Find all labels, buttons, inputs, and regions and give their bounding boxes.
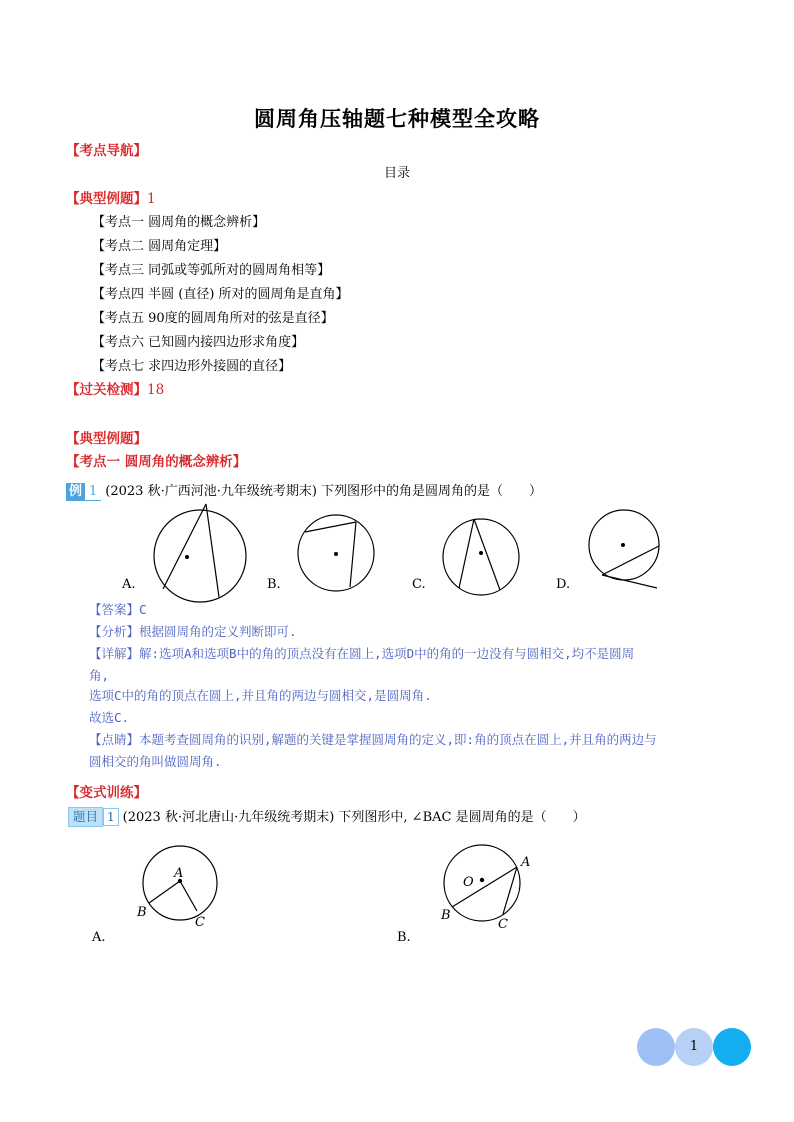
label-c: C xyxy=(195,915,205,930)
variant-heading: 【变式训练】 xyxy=(66,785,147,801)
toc-item-5[interactable]: 【考点五 90度的圆周角所对的弦是直径】 xyxy=(92,311,334,326)
option-d-label: D. xyxy=(556,577,571,592)
option-c-label: C. xyxy=(412,577,426,592)
problem-option-b-label: B. xyxy=(397,930,411,945)
example-comment-2: 圆相交的角叫做圆周角. xyxy=(89,754,222,769)
example-badge: 例 xyxy=(66,483,85,501)
toc-check-label: 【过关检测】 xyxy=(66,382,147,398)
example-number: 1 xyxy=(85,483,101,501)
example-comment-1: 【点睛】本题考查圆周角的识别,解题的关键是掌握圆周角的定义,即:角的顶点在圆上,并且角的两边与 xyxy=(89,732,657,747)
option-a-label: A. xyxy=(122,577,136,592)
label-o: O xyxy=(463,875,474,890)
label-c2: C xyxy=(498,917,508,932)
toc-item-2[interactable]: 【考点二 圆周角定理】 xyxy=(92,239,227,254)
page-title: 圆周角压轴题七种模型全攻略 xyxy=(254,106,540,131)
toc-typical-page: 1 xyxy=(147,191,156,207)
page-number: 1 xyxy=(675,1028,713,1066)
option-b-label: B. xyxy=(267,577,281,592)
problem-question: (2023 秋·河北唐山·九年级统考期末) 下列图形中, ∠BAC 是圆周角的是（ ） xyxy=(122,810,586,825)
problem-option-a-label: A. xyxy=(92,930,106,945)
toc-item-4[interactable]: 【考点四 半圆 (直径) 所对的圆周角是直角】 xyxy=(92,287,349,302)
toc-check-page: 18 xyxy=(147,382,165,398)
example-analysis: 【分析】根据圆周角的定义判断即可. xyxy=(89,624,297,639)
problem-number: 1 xyxy=(103,808,119,826)
problem-badge: 题目 xyxy=(68,807,103,827)
label-a: A xyxy=(174,866,184,881)
toc-item-3[interactable]: 【考点三 同弧或等弧所对的圆周角相等】 xyxy=(92,263,331,278)
toc-typical-label: 【典型例题】 xyxy=(66,191,147,207)
toc-item-7[interactable]: 【考点七 求四边形外接圆的直径】 xyxy=(92,359,292,374)
nav-heading: 【考点导航】 xyxy=(66,143,147,159)
problem-figure-b xyxy=(440,845,530,932)
subsection-heading: 【考点一 圆周角的概念辨析】 xyxy=(66,454,247,470)
example-answer: 【答案】C xyxy=(89,602,147,617)
example-detail-1: 【详解】解:选项A和选项B中的角的顶点没有在圆上,选项D中的角的一边没有与圆相交,均不是圆周 xyxy=(89,646,635,661)
problem-figure-a xyxy=(136,846,217,930)
page-circle-left xyxy=(637,1028,675,1066)
page-circle-right xyxy=(713,1028,751,1066)
label-a2: A xyxy=(521,855,531,870)
example-detail-2: 角, xyxy=(89,668,110,683)
example-detail-3: 选项C中的角的顶点在圆上,并且角的两边与圆相交,是圆周角. xyxy=(89,688,432,703)
label-b: B xyxy=(137,905,147,920)
section-heading: 【典型例题】 xyxy=(66,431,147,447)
toc-label: 目录 xyxy=(383,166,410,181)
example-detail-4: 故选C. xyxy=(89,710,130,725)
example-question: (2023 秋·广西河池·九年级统考期末) 下列图形中的角是圆周角的是（ ） xyxy=(105,484,543,499)
toc-item-1[interactable]: 【考点一 圆周角的概念辨析】 xyxy=(92,215,266,230)
toc-item-6[interactable]: 【考点六 已知圆内接四边形求角度】 xyxy=(92,335,305,350)
label-b2: B xyxy=(441,908,451,923)
